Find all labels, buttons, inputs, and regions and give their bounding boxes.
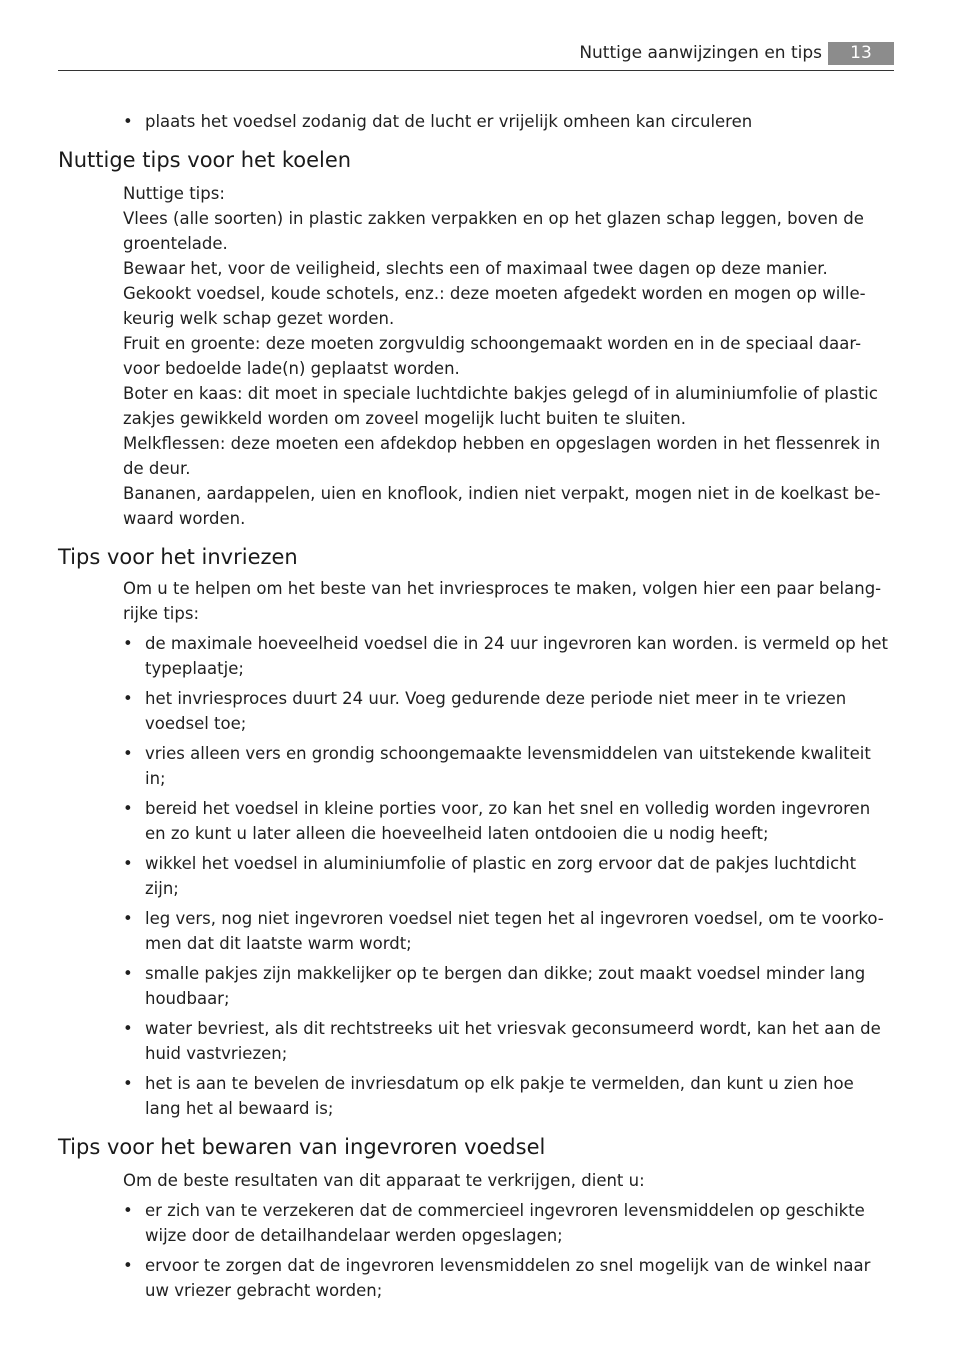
list-item: • de maximale hoeveelheid voedsel die in 24 uur ingevroren kan worden. is vermeld op het typeplaatje; [123, 631, 894, 681]
paragraph: Gekookt voedsel, koude schotels, enz.: deze moeten afgedekt worden en mogen op wille-keurig welk schap gezet worden. [123, 284, 866, 328]
paragraph: Boter en kaas: dit moet in speciale luchtdichte bakjes gelegd of in aluminiumfolie of plastic zakjes gewikkeld worden om zoveel mogelijk lucht buiten te sluiten. [123, 384, 878, 428]
bullet-icon: • [123, 1074, 133, 1093]
bullet-icon: • [123, 854, 133, 873]
bullet-icon: • [123, 112, 133, 131]
list-item: • water bevriest, als dit rechtstreeks uit het vriesvak geconsumeerd wordt, kan het aan de huid vastvriezen; [123, 1016, 894, 1066]
page-header [58, 40, 894, 71]
intro-bullet-list [58, 109, 894, 134]
bullet-icon: • [123, 909, 133, 928]
paragraph: Nuttige tips: [123, 184, 225, 203]
koelen-tips [58, 181, 894, 531]
paragraph: Melkflessen: deze moeten een afdekdop hebben en opgeslagen worden in het flessenrek in de deur. [123, 434, 881, 478]
bullet-icon: • [123, 1019, 133, 1038]
list-item: • er zich van te verzekeren dat de commercieel ingevroren levensmiddelen op geschikte wijze door de detailhandelaar werden opgeslagen; [123, 1198, 894, 1248]
invriezen-intro: Om u te helpen om het beste van het invriesproces te maken, volgen hier een paar belang-rijke tips: [123, 579, 882, 623]
bullet-icon: • [123, 689, 133, 708]
list-item: • leg vers, nog niet ingevroren voedsel niet tegen het al ingevroren voedsel, om te voorko-men dat dit laatste warm wordt; [123, 906, 894, 956]
bullet-icon: • [123, 744, 133, 763]
list-item: • wikkel het voedsel in aluminiumfolie of plastic en zorg ervoor dat de pakjes luchtdicht zijn; [123, 851, 894, 901]
bullet-icon: • [123, 799, 133, 818]
bullet-icon: • [123, 964, 133, 983]
bullet-icon: • [123, 1201, 133, 1220]
paragraph: Bananen, aardappelen, uien en knoflook, indien niet verpakt, mogen niet in de koelkast be-waard worden. [123, 484, 881, 528]
page-number: 13 [828, 42, 894, 65]
list-item: • plaats het voedsel zodanig dat de lucht er vrijelijk omheen kan circuleren [123, 109, 894, 134]
list-item: • het invriesproces duurt 24 uur. Voeg gedurende deze periode niet meer in te vriezen voedsel toe; [123, 686, 894, 736]
list-item: • smalle pakjes zijn makkelijker op te bergen dan dikke; zout maakt voedsel minder lang houdbaar; [123, 961, 894, 1011]
bullet-icon: • [123, 1256, 133, 1275]
paragraph: Vlees (alle soorten) in plastic zakken verpakken en op het glazen schap leggen, boven de groentelade. [123, 209, 864, 253]
header-title: Nuttige aanwijzingen en tips [579, 43, 822, 63]
page-content [58, 104, 894, 1303]
bewaren-bullet-list [58, 1198, 894, 1303]
paragraph: Bewaar het, voor de veiligheid, slechts een of maximaal twee dagen op deze manier. [123, 259, 828, 278]
list-item: • bereid het voedsel in kleine porties voor, zo kan het snel en volledig worden ingevroren en zo kunt u later alleen die hoeveelheid laten ontdooien die u nodig heeft; [123, 796, 894, 846]
invriezen-bullet-list [58, 631, 894, 1121]
heading-koelen: Nuttige tips voor het koelen [58, 148, 352, 172]
list-item: • vries alleen vers en grondig schoongemaakte levensmiddelen van uitstekende kwaliteit in; [123, 741, 894, 791]
list-item: • het is aan te bevelen de invriesdatum op elk pakje te vermelden, dan kunt u zien hoe lang het al bewaard is; [123, 1071, 894, 1121]
bullet-icon: • [123, 634, 133, 653]
heading-bewaren: Tips voor het bewaren van ingevroren voedsel [58, 1135, 546, 1159]
paragraph: Fruit en groente: deze moeten zorgvuldig schoongemaakt worden en in de speciaal daar-voor bedoelde lade(n) geplaatst worden. [123, 334, 862, 378]
heading-invriezen: Tips voor het invriezen [58, 545, 298, 569]
list-item: • ervoor te zorgen dat de ingevroren levensmiddelen zo snel mogelijk van de winkel naar uw vriezer gebracht worden; [123, 1253, 894, 1303]
bewaren-intro: Om de beste resultaten van dit apparaat te verkrijgen, dient u: [123, 1171, 645, 1190]
